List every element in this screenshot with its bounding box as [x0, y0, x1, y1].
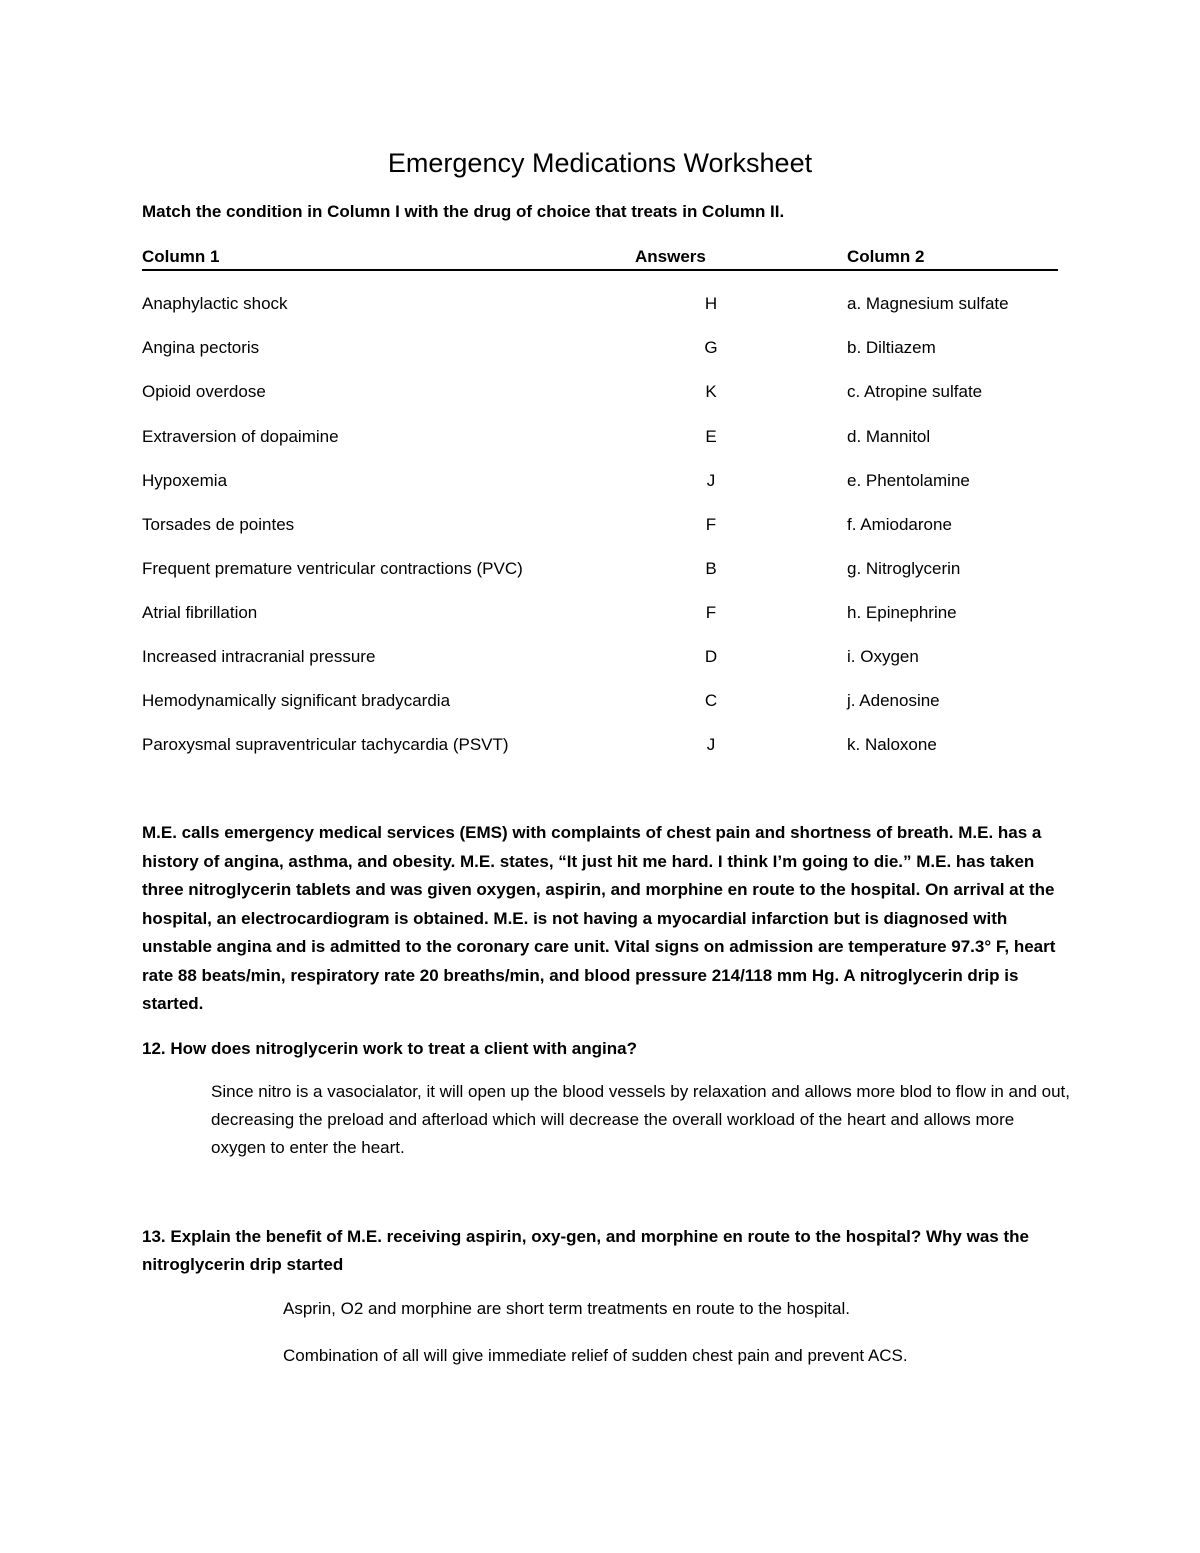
answers-header: Answers: [635, 247, 706, 266]
condition-cell: Paroxysmal supraventricular tachycardia (PSVT): [142, 735, 509, 754]
answer-13-line-1: Asprin, O2 and morphine are short term treatments en route to the hospital.: [283, 1299, 850, 1318]
drug-cell: c. Atropine sulfate: [847, 382, 983, 401]
question-13: 13. Explain the benefit of M.E. receiving aspirin, oxy-gen, and morphine en route to the hospital? Why was the nitroglycerin drip started: [142, 1227, 1029, 1274]
answer-cell: J: [706, 471, 716, 490]
answer-cell: B: [705, 559, 717, 578]
drug-cell: k. Naloxone: [847, 735, 937, 754]
answer-cell: F: [705, 515, 717, 534]
drug-cell: b. Diltiazem: [847, 338, 936, 357]
answer-cell: G: [704, 338, 718, 357]
answer-12: Since nitro is a vasocialator, it will open up the blood vessels by relaxation and allows more blod to flow in and out, decreasing the preload and afterload which will decrease the overall workload of the heart and allows more oxygen to enter the heart.: [211, 1082, 1070, 1157]
drug-cell: h. Epinephrine: [847, 603, 957, 622]
condition-cell: Hypoxemia: [142, 471, 228, 490]
table-row: [0, 424, 1200, 450]
answer-cell: C: [704, 691, 718, 710]
answer-cell: J: [706, 735, 716, 754]
drug-cell: g. Nitroglycerin: [847, 559, 961, 578]
table-row: [0, 732, 1200, 758]
header-rule: [142, 269, 1058, 271]
table-row: [0, 512, 1200, 538]
table-row: [0, 556, 1200, 582]
drug-cell: i. Oxygen: [847, 647, 919, 666]
condition-cell: Torsades de pointes: [142, 515, 295, 534]
condition-cell: Frequent premature ventricular contractions (PVC): [142, 559, 523, 578]
table-row: [0, 291, 1200, 317]
table-row: [0, 335, 1200, 361]
drug-cell: j. Adenosine: [847, 691, 940, 710]
answer-cell: D: [704, 647, 718, 666]
table-row: [0, 644, 1200, 670]
answer-13-line-2: Combination of all will give immediate relief of sudden chest pain and prevent ACS.: [283, 1346, 908, 1365]
drug-cell: d. Mannitol: [847, 427, 931, 446]
condition-cell: Atrial fibrillation: [142, 603, 258, 622]
condition-cell: Extraversion of dopaimine: [142, 427, 339, 446]
condition-cell: Opioid overdose: [142, 382, 266, 401]
column-1-header: Column 1: [142, 247, 220, 266]
condition-cell: Hemodynamically significant bradycardia: [142, 691, 451, 710]
condition-cell: Increased intracranial pressure: [142, 647, 376, 666]
answer-cell: H: [704, 294, 718, 313]
table-row: [0, 379, 1200, 405]
answer-cell: E: [705, 427, 717, 446]
page-title: Emergency Medications Worksheet: [387, 148, 813, 178]
drug-cell: a. Magnesium sulfate: [847, 294, 1009, 313]
column-2-header: Column 2: [847, 247, 925, 266]
table-row: [0, 468, 1200, 494]
condition-cell: Angina pectoris: [142, 338, 260, 357]
case-scenario: M.E. calls emergency medical services (EMS) with complaints of chest pain and shortness of breath. M.E. has a history of angina, asthma, and obesity. M.E. states, “It just hit me hard. I think I’m going to die.” M.E. has taken three nitroglycerin tablets and was given oxygen, aspirin, and morphine en route to the hospital. On arrival at the hospital, an electrocardiogram is obtained. M.E. is not having a myocardial infarction but is diagnosed with unstable angina and is admitted to the coronary care unit. Vital signs on admission are temperature 97.3° F, heart rate 88 beats/min, respiratory rate 20 breaths/min, and blood pressure 214/118 mm Hg. A nitroglycerin drip is started.: [142, 823, 1056, 1013]
table-row: [0, 688, 1200, 714]
table-row: [0, 600, 1200, 626]
answer-cell: K: [705, 382, 717, 401]
instructions: Match the condition in Column I with the drug of choice that treats in Column II.: [142, 202, 785, 221]
condition-cell: Anaphylactic shock: [142, 294, 288, 313]
drug-cell: f. Amiodarone: [847, 515, 952, 534]
answer-cell: F: [705, 603, 717, 622]
drug-cell: e. Phentolamine: [847, 471, 970, 490]
question-12: 12. How does nitroglycerin work to treat a client with angina?: [142, 1039, 637, 1058]
